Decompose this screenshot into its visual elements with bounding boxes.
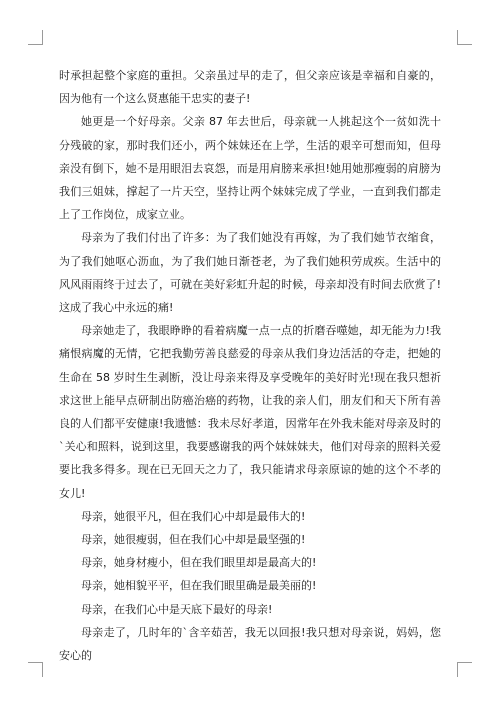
paragraph-plain: 母亲，她相貌平平，但在我们眼里确是最美丽的!	[81, 579, 317, 593]
paragraph-sacrifices: 母亲为了我们付出了许多：为了我们她没有再嫁，为了我们她节衣缩食，为了我们她呕心沥血，为了我们她日渐苍老，为了我们她积劳成疾。生活中的风风雨雨终于过去了，可就在美好彩虹升起的时候，母亲却没有时间去欣赏了!这成了我心中永远的痛!	[59, 231, 441, 315]
paragraph-illness: 母亲她走了，我眼睁睁的看着病魔一点一点的折磨吞噬她，却无能为力!我痛恨病魔的无情，它把我勤劳善良慈爱的母亲从我们身边活活的夺走，把她的生命在 58 岁时生生剥断，没让母亲来得及享受晚年的美好时光!现在我只想祈求这世上能早点研制出防癌治癌的药物，让我的亲人们，朋友们和天下所有善良的人们都平安健康!我遗憾：我未尽好孝道，因常年在外我未能对母亲及时的`关心和照料，说到这里，我要感谢我的两个妹妹妹夫，他们对母亲的照料关爱要比我多得多。现在已无回天之力了，我只能请求母亲原谅的她的这个不孝的女儿!	[59, 324, 441, 500]
paragraph-best-mother: 母亲，在我们心中是天底下最好的母亲!	[81, 602, 273, 616]
paragraph-small: 母亲，她身材瘦小，但在我们眼里却是最高大的!	[81, 556, 317, 570]
crop-mark-bottom-left	[28, 662, 43, 677]
paragraph-continued: 时承担起整个家庭的重担。父亲虽过早的走了，但父亲应该是幸福和自豪的，因为他有一个这么贤惠能干忠实的妻子!	[59, 69, 441, 106]
crop-mark-top-left	[28, 30, 43, 45]
paragraph-frail: 母亲，她很瘦弱，但在我们心中却是最坚强的!	[81, 533, 306, 547]
document-body	[59, 64, 441, 667]
crop-mark-bottom-right	[457, 662, 472, 677]
crop-mark-top-right	[457, 30, 472, 45]
paragraph-farewell: 母亲走了，几时年的`含辛茹苦，我无以回报!我只想对母亲说，妈妈，您安心的	[59, 625, 441, 663]
paragraph-good-mother: 她更是一个好母亲。父亲 87 年去世后，母亲就一人挑起这个一贫如洗十分残破的家，那时我们还小，两个妹妹还在上学，生活的艰辛可想而知，但母亲没有倒下，她不是用眼泪去哀怨，而是用肩膀来承担!她用她那瘦弱的肩膀为我们三姐妹，撑起了一片天空，坚持让两个妹妹完成了学业，一直到我们都走上了工作岗位，成家立业。	[59, 115, 441, 222]
paragraph-ordinary: 母亲，她很平凡，但在我们心中却是最伟大的!	[81, 509, 306, 523]
